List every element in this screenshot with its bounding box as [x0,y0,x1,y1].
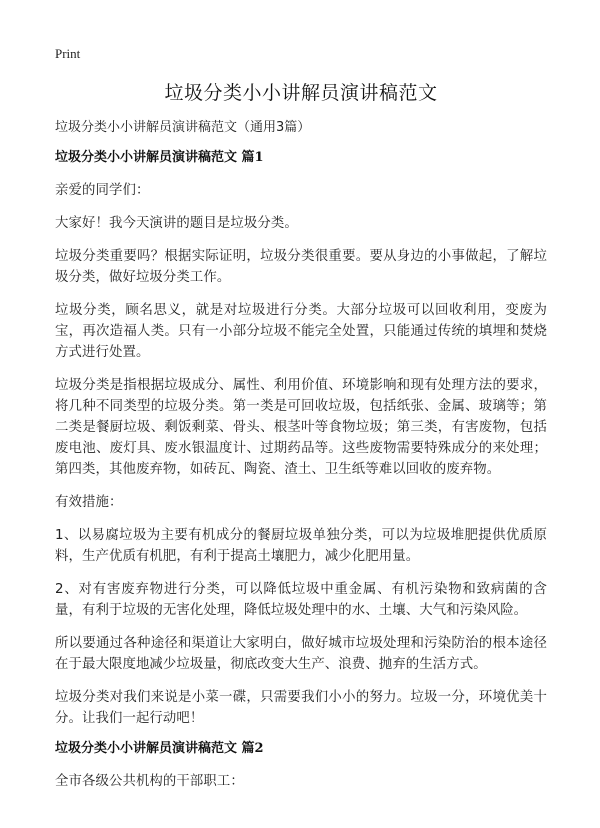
paragraph: 垃圾分类是指根据垃圾成分、属性、利用价值、环境影响和现有处理方法的要求，将几种不同类型的垃圾分类。第一类是可回收垃圾，包括纸张、金属、玻璃等；第二类是餐厨垃圾、剩饭剩菜、骨头、根茎叶等食物垃圾；第三类，有害废物，包括废电池、废灯具、废水银温度计、过期药品等。这些废物需要特殊成分的来处理；第四类，其他废弃物，如砖瓦、陶瓷、渣土、卫生纸等难以回收的废弃物。 [55,378,547,477]
document-subtitle: 垃圾分类小小讲解员演讲稿范文（通用3篇） [55,120,311,135]
paragraph: 所以要通过各种途径和渠道让大家明白，做好城市垃圾处理和污染防治的根本途径在于最大限度地减少垃圾量，彻底改变大生产、浪费、抛弃的生活方式。 [55,636,547,672]
paragraph-measure-2: 2、对有害废弃物进行分类，可以降低垃圾中重金属、有机污染物和致病菌的含量，有利于垃圾的无害化处理，降低垃圾处理中的水、土壤、大气和污染风险。 [55,582,547,618]
paragraph-closing: 垃圾分类对我们来说是小菜一碟，只需要我们小小的努力。垃圾一分，环境优美十分。让我们一起行动吧！ [55,690,547,726]
paragraph-measures-label: 有效措施： [55,495,123,510]
paragraph-greeting: 亲爱的同学们： [55,183,150,198]
section-heading-2: 垃圾分类小小讲解员演讲稿范文 篇2 [55,741,264,756]
paragraph: 大家好！我今天演讲的题目是垃圾分类。 [55,216,298,231]
document-title: 垃圾分类小小讲解员演讲稿范文 [164,82,438,104]
paragraph: 垃圾分类，顾名思义，就是对垃圾进行分类。大部分垃圾可以回收利用，变废为宝，再次造福人类。只有一小部分垃圾不能完全处置，只能通过传统的填埋和焚烧方式进行处置。 [55,303,547,360]
paragraph-measure-1: 1、以易腐垃圾为主要有机成分的餐厨垃圾单独分类，可以为垃圾堆肥提供优质原料，生产优质有机肥，有利于提高土壤肥力，减少化肥用量。 [55,528,547,564]
print-label[interactable]: Print [55,46,81,61]
paragraph-greeting: 全市各级公共机构的干部职工： [55,774,244,789]
section-heading-1: 垃圾分类小小讲解员演讲稿范文 篇1 [55,150,264,165]
paragraph: 垃圾分类重要吗？根据实际证明，垃圾分类很重要。要从身边的小事做起，了解垃圾分类，做好垃圾分类工作。 [55,249,547,285]
document-page [55,44,547,792]
